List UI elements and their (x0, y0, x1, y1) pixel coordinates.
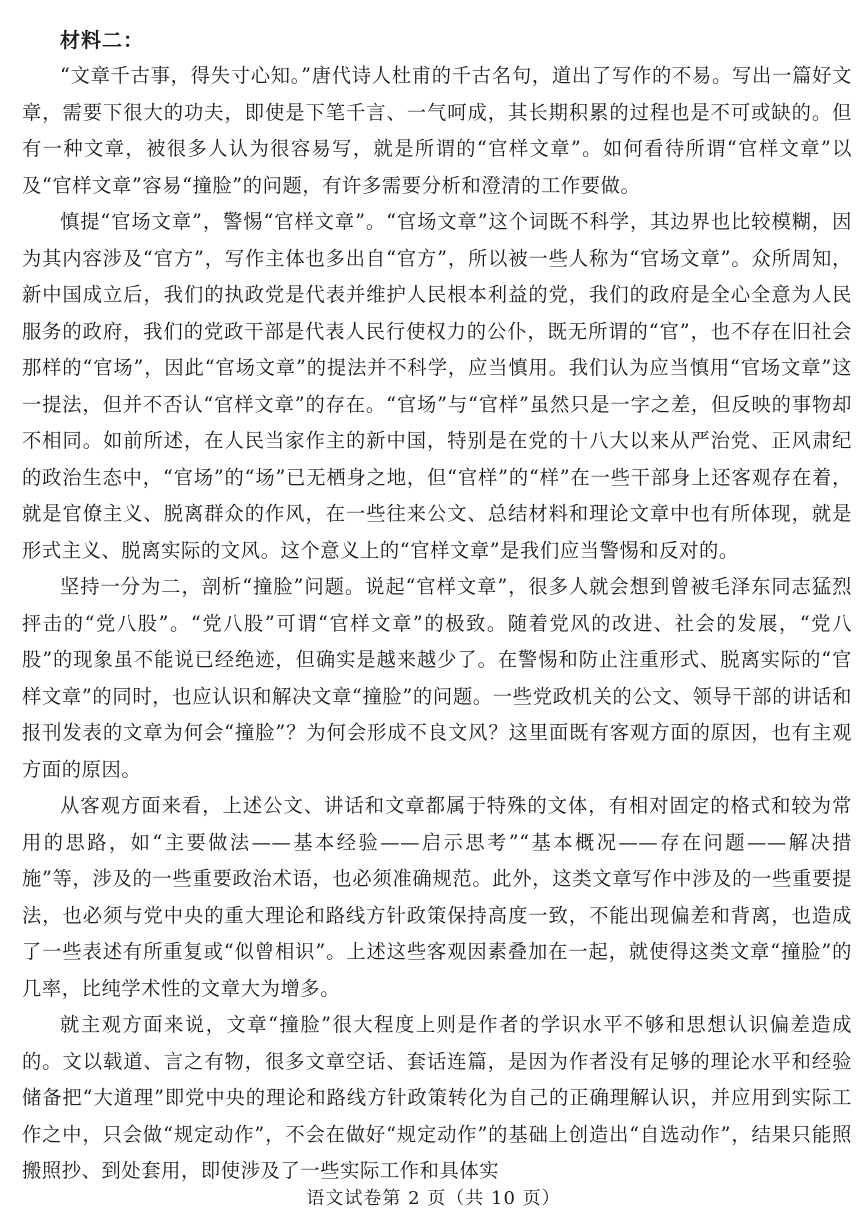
document-page (22, 22, 852, 1190)
paragraph-5: 就主观方面来说，文章“撞脸”很大程度上则是作者的学识水平不够和思想认识偏差造成的。文以载道、言之有物，很多文章空话、套话连篇，是因为作者没有足够的理论水平和经验储备把“大道理”即党中央的理论和路线方针政策转化为自己的正确理解认识，并应用到实际工作之中，只会做“规定动作”，不会在做好“规定动作”的基础上创造出“自选动作”，结果只能照搬照抄、到处套用，即使涉及了一些实际工作和具体实 (22, 1013, 852, 1182)
paragraph-1: “文章千古事，得失寸心知。”唐代诗人杜甫的千古名句，道出了写作的不易。写出一篇好文章，需要下很大的功夫，即使是下笔千言、一气呵成，其长期积累的过程也是不可或缺的。但有一种文章，被很多人认为很容易写，就是所谓的“官样文章”。如何看待所谓“官样文章”以及“官样文章”容易“撞脸”的问题，有许多需要分析和澄清的工作要做。 (22, 64, 852, 197)
page-footer: 语文试卷第 2 页（共 10 页） (306, 1188, 561, 1209)
paragraph-3: 坚持一分为二，剖析“撞脸”问题。说起“官样文章”，很多人就会想到曾被毛泽东同志猛烈抨击的“党八股”。“党八股”可谓“官样文章”的极致。随着党风的改进、社会的发展，“党八股”的现象虽不能说已经绝迹，但确实是越来越少了。在警惕和防止注重形式、脱离实际的“官样文章”的同时，也应认识和解决文章“撞脸”的问题。一些党政机关的公文、领导干部的讲话和报刊发表的文章为何会“撞脸”？为何会形成不良文风？这里面既有客观方面的原因，也有主观方面的原因。 (22, 575, 852, 781)
material-heading: 材料二： (60, 28, 144, 52)
paragraph-4: 从客观方面来看，上述公文、讲话和文章都属于特殊的文体，有相对固定的格式和较为常用的思路，如“主要做法——基本经验——启示思考”“基本概况——存在问题——解决措施”等，涉及的一些重要政治术语，也必须准确规范。此外，这类文章写作中涉及的一些重要提法，也必须与党中央的重大理论和路线方针政策保持高度一致，不能出现偏差和背离，也造成了一些表述有所重复或“似曾相识”。上述这些客观因素叠加在一起，就使得这类文章“撞脸”的几率，比纯学术性的文章大为增多。 (22, 794, 852, 1000)
paragraph-2: 慎提“官场文章”，警惕“官样文章”。“官场文章”这个词既不科学，其边界也比较模糊，因为其内容涉及“官方”，写作主体也多出自“官方”，所以被一些人称为“官场文章”。众所周知，新中国成立后，我们的执政党是代表并维护人民根本利益的党，我们的政府是全心全意为人民服务的政府，我们的党政干部是代表人民行使权力的公仆，既无所谓的“官”，也不存在旧社会那样的“官场”，因此“官场文章”的提法并不科学，应当慎用。我们认为应当慎用“官场文章”这一提法，但并不否认“官样文章”的存在。“官场”与“官样”虽然只是一字之差，但反映的事物却不相同。如前所述，在人民当家作主的新中国，特别是在党的十八大以来从严治党、正风肃纪的政治生态中，“官场”的“场”已无栖身之地，但“官样”的“样”在一些干部身上还客观存在着，就是官僚主义、脱离群众的作风，在一些往来公文、总结材料和理论文章中也有所体现，就是形式主义、脱离实际的文风。这个意义上的“官样文章”是我们应当警惕和反对的。 (22, 210, 852, 562)
